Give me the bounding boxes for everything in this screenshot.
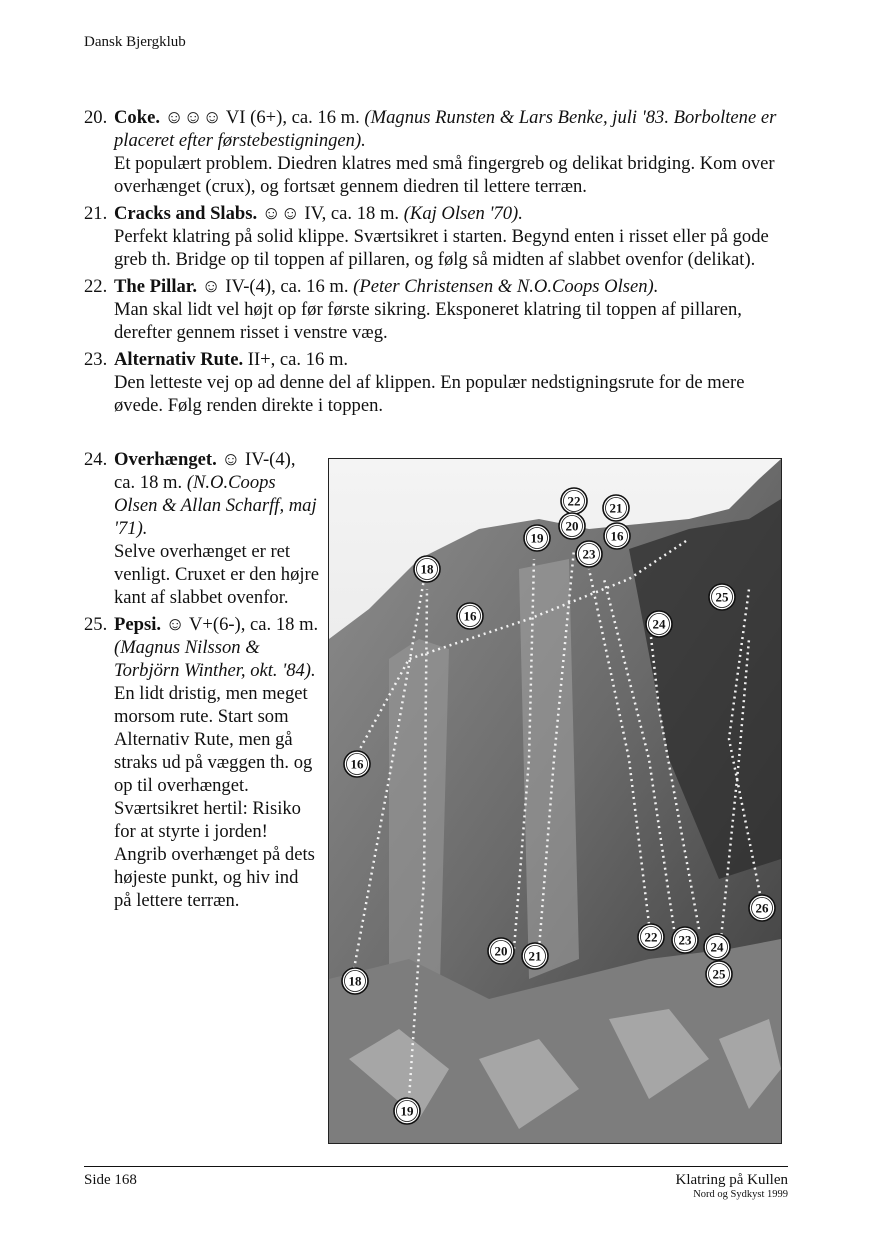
route-marker-label: 16 [463,608,477,624]
route-description: Et populært problem. Diedren klatres med små fingergreb og delikat bridging. Kom over overhænget (crux), og fortsæt gennem diedren til lettere terræn. [114,153,775,197]
route-name: Cracks and Slabs. [114,203,258,224]
route-number: 23. [84,349,108,370]
footer-rule [84,1166,788,1167]
route-marker-21 [603,495,629,521]
route-marker-26 [749,895,775,921]
route-grade: ☺ V+(6-), ca. 18 m. [161,614,319,635]
route-marker-label: 23 [678,932,692,948]
route-name: Overhænget. [114,449,217,470]
route-number: 21. [84,203,108,224]
route-marker-label: 24 [710,939,724,955]
route-description: Selve overhænget er ret venligt. Cruxet er den højre kant af slabbet ovenfor. [114,541,319,608]
route-number: 22. [84,276,108,297]
route-marker-label: 24 [652,616,666,632]
route-marker-16 [604,523,630,549]
route-marker-label: 25 [712,966,726,982]
route-marker-18 [342,968,368,994]
route-credit: (Peter Christensen & N.O.Coops Olsen). [353,276,659,297]
route-marker-label: 19 [530,530,544,546]
route-20 [84,106,796,198]
route-credit: (N.O.Coops Olsen & Allan Scharff, maj '71). [114,472,317,539]
route-topo-photo [328,458,782,1144]
route-list-narrow [84,448,320,912]
route-name: Pepsi. [114,614,162,635]
route-grade: ☺ IV-(4), ca. 18 m. [114,449,296,493]
route-marker-20 [559,513,585,539]
route-marker-label: 16 [610,528,624,544]
route-marker-24 [704,934,730,960]
route-description: En lidt dristig, men meget morsom rute. Start som Alternativ Rute, men gå straks ud på væggen th. og op til overhænget. Sværtsikret hertil: Risiko for at styrte i jorden! Angrib overhænget på dets højeste punkt, og hiv ind på lettere terræn. [114,683,315,911]
page-number: Side 168 [84,1172,137,1188]
route-marker-19 [524,525,550,551]
route-heading [114,348,796,371]
route-name: The Pillar. [114,276,197,297]
route-number: 24. [84,449,108,470]
route-heading [114,275,796,298]
route-list-wide [84,106,796,417]
route-marker-22 [638,924,664,950]
route-grade: ☺☺☺ VI (6+), ca. 16 m. [159,107,365,128]
route-heading [114,613,320,682]
route-marker-label: 21 [609,500,623,516]
route-marker-label: 25 [715,589,729,605]
route-marker-label: 26 [755,900,769,916]
book-edition: Nord og Sydkyst 1999 [693,1189,788,1200]
route-marker-18 [414,556,440,582]
route-name: Alternativ Rute. [114,349,244,370]
route-description: Perfekt klatring på solid klippe. Sværtsikret i starten. Begynd enten i risset eller på gode greb th. Bridge op til toppen af pillaren, og følg så midten af slabbet ovenfor (delikat). [114,226,769,270]
running-header: Dansk Bjergklub [84,34,186,50]
route-marker-label: 19 [400,1103,414,1119]
route-marker-23 [576,541,602,567]
route-heading [114,202,796,225]
route-marker-label: 20 [565,518,579,534]
route-marker-24 [646,611,672,637]
route-description: Man skal lidt vel højt op før første sikring. Eksponeret klatring til toppen af pillaren, derefter gennem risset i venstre væg. [114,299,742,343]
route-marker-16 [457,603,483,629]
route-marker-25 [709,584,735,610]
route-description: Den letteste vej op ad denne del af klippen. En populær nedstigningsrute for de mere øvede. Følg renden direkte i toppen. [114,372,745,416]
route-name: Coke. [114,107,160,128]
book-title: Klatring på Kullen [675,1172,788,1188]
route-marker-label: 22 [567,493,581,509]
route-credit: (Kaj Olsen '70). [403,203,523,224]
route-grade: ☺ IV-(4), ca. 16 m. [197,276,354,297]
route-heading [114,106,796,152]
route-marker-23 [672,927,698,953]
route-number: 25. [84,614,108,635]
route-marker-label: 21 [528,948,542,964]
route-marker-21 [522,943,548,969]
route-marker-20 [488,938,514,964]
route-marker-19 [394,1098,420,1124]
route-24 [84,448,320,609]
route-marker-label: 16 [350,756,364,772]
route-22 [84,275,796,344]
route-marker-25 [706,961,732,987]
route-marker-label: 22 [644,929,658,945]
route-marker-label: 18 [420,561,434,577]
cliff-photo-illustration [329,459,781,1143]
route-credit: (Magnus Runsten & Lars Benke, juli '83. Borboltene er placeret efter førstebestigningen). [114,107,777,151]
route-marker-16 [344,751,370,777]
route-grade: II+, ca. 16 m. [243,349,349,370]
route-marker-label: 23 [582,546,596,562]
route-grade: ☺☺ IV, ca. 18 m. [257,203,404,224]
book-title-block [676,1172,788,1200]
route-23 [84,348,796,417]
route-marker-22 [561,488,587,514]
route-number: 20. [84,107,108,128]
route-marker-label: 18 [348,973,362,989]
route-heading [114,448,320,540]
route-21 [84,202,796,271]
route-25 [84,613,320,912]
route-marker-label: 20 [494,943,508,959]
route-credit: (Magnus Nilsson & Torbjörn Winther, okt. '84). [114,637,316,681]
